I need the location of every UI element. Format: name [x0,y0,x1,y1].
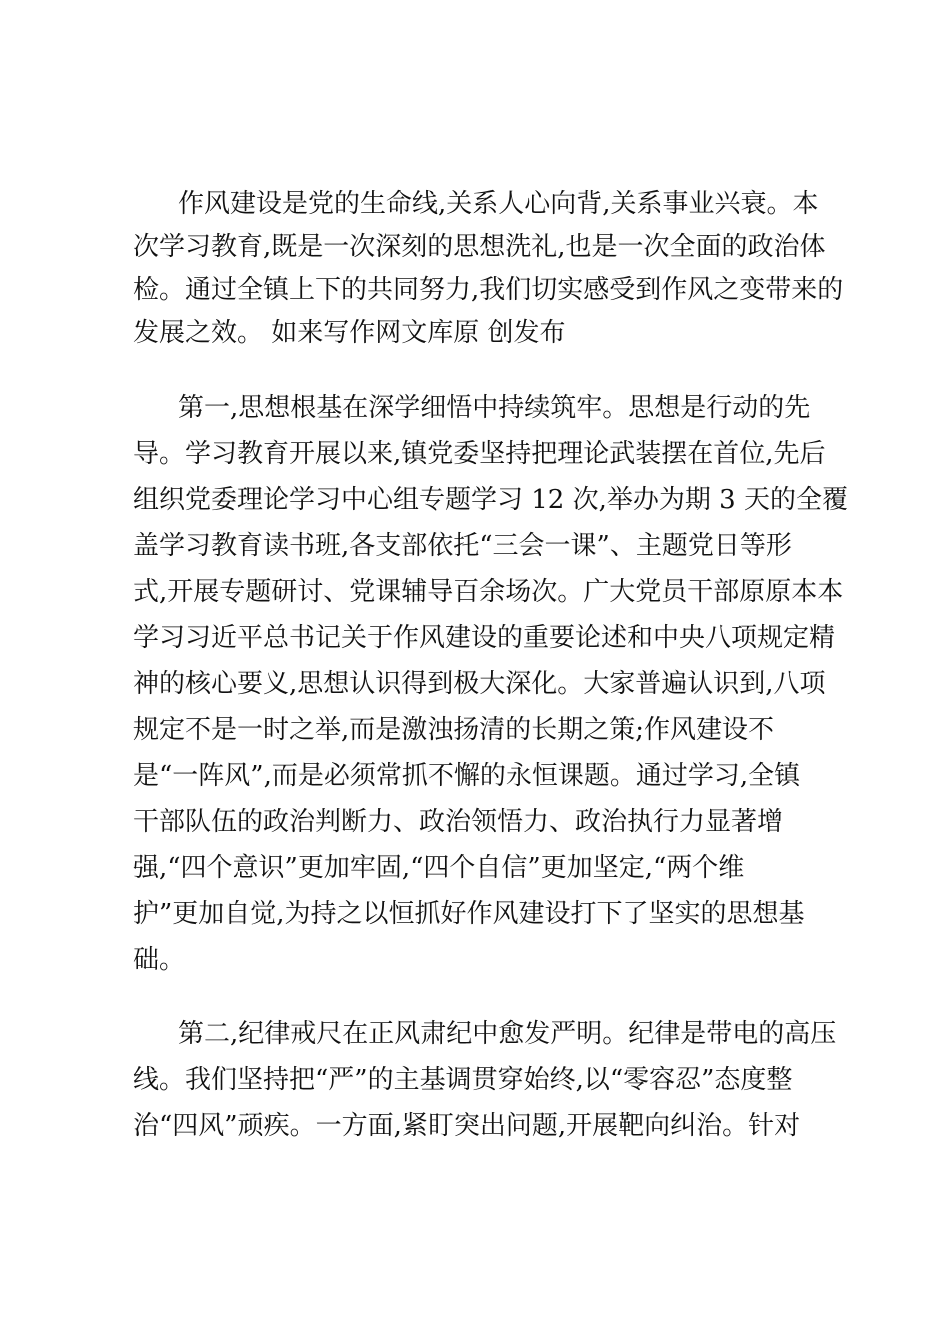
paragraph-2-line-6: 学习习近平总书记关于作风建设的重要论述和中央八项规定精 [133,623,836,653]
paragraph-2-line-1: 第一,思想根基在深学细悟中持续筑牢。思想是行动的先 [178,393,811,423]
paragraph-3-line-1: 第二,纪律戒尺在正风肃纪中愈发严明。纪律是带电的高压 [178,1019,837,1049]
paragraph-2-line-11: 强,“四个意识”更加牢固,“四个自信”更加坚定,“两个维 [133,853,745,883]
paragraph-1-line-2: 次学习教育,既是一次深刻的思想洗礼,也是一次全面的政治体 [133,232,826,262]
paragraph-2-line-2: 导。学习教育开展以来,镇党委坚持把理论武装摆在首位,先后 [133,439,826,469]
paragraph-2-line-5: 式,开展专题研讨、党课辅导百余场次。广大党员干部原原本本 [133,577,844,607]
paragraph-3-line-3: 治“四风”顽疾。一方面,紧盯突出问题,开展靶向纠治。针对 [133,1111,801,1141]
paragraph-2-line-9: 是“一阵风”,而是必须常抓不懈的永恒课题。通过学习,全镇 [133,761,801,791]
paragraph-1-line-4: 发展之效。 如来写作网文库原 创发布 [133,318,566,348]
paragraph-2-line-7: 神的核心要义,思想认识得到极大深化。大家普遍认识到,八项 [133,669,826,699]
paragraph-1-line-3: 检。通过全镇上下的共同努力,我们切实感受到作风之变带来的 [133,275,844,305]
paragraph-2-line-8: 规定不是一时之举,而是激浊扬清的长期之策;作风建设不 [133,715,775,745]
paragraph-2-line-13: 础。 [133,945,186,975]
paragraph-2-line-3: 组织党委理论学习中心组专题学习 12 次,举办为期 3 天的全覆 [133,485,848,515]
paragraph-2-line-4: 盖学习教育读书班,各支部依托“三会一课”、主题党日等形 [133,531,792,561]
paragraph-1-line-1: 作风建设是党的生命线,关系人心向背,关系事业兴衰。本 [178,189,819,219]
paragraph-2-line-10: 干部队伍的政治判断力、政治领悟力、政治执行力显著增 [133,807,784,837]
paragraph-2-line-12: 护”更加自觉,为持之以恒抓好作风建设打下了坚实的思想基 [133,899,805,929]
paragraph-3-line-2: 线。我们坚持把“严”的主基调贯穿始终,以“零容忍”态度整 [133,1065,793,1095]
